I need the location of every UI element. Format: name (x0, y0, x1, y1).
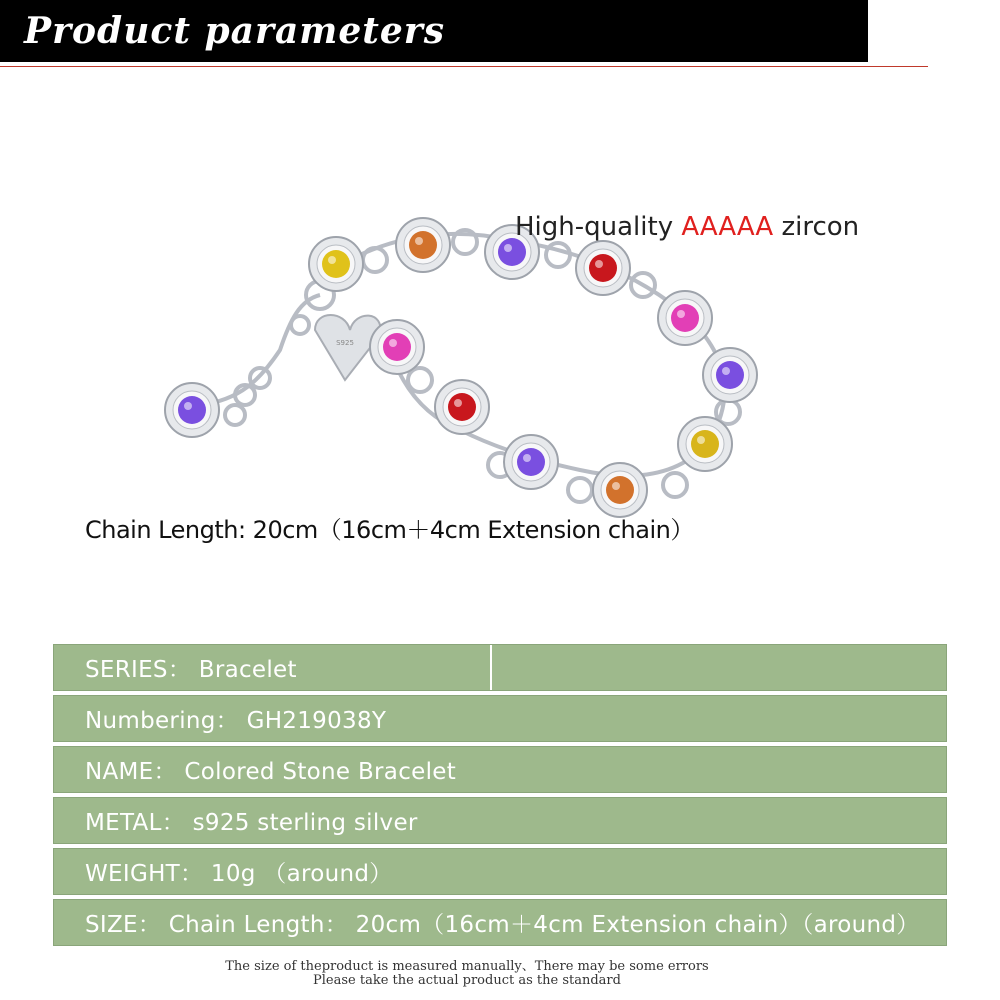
spec-weight: WEIGHT： 10g （around） (85, 861, 393, 887)
spec-size: SIZE： Chain Length： 20cm（16cm＋4cm Extension chain）（around） (85, 912, 920, 938)
spec-row-series (53, 644, 947, 691)
quality-grade: AAAAA (681, 212, 774, 242)
spec-numbering: Numbering： GH219038Y (85, 708, 387, 734)
quality-prefix: High-quality (515, 212, 682, 242)
stone-setting (370, 320, 424, 374)
spec-row-divider (490, 645, 492, 690)
spec-row-metal (53, 797, 947, 844)
stone-setting (593, 463, 647, 517)
stone-setting (576, 241, 630, 295)
spec-row-numbering (53, 695, 947, 742)
page-title: Product parameters (24, 10, 446, 52)
stone-setting (678, 417, 732, 471)
stone-setting (396, 218, 450, 272)
stone-setting (504, 435, 558, 489)
quality-suffix: zircon (773, 212, 860, 242)
stone-setting (165, 383, 219, 437)
stone-setting (703, 348, 757, 402)
spec-row-name (53, 746, 947, 793)
header-divider (0, 66, 928, 67)
stone-setting (435, 380, 489, 434)
spec-row-weight (53, 848, 947, 895)
spec-table (53, 644, 947, 950)
quality-callout (515, 212, 859, 242)
stone-setting (309, 237, 363, 291)
spec-name: NAME： Colored Stone Bracelet (85, 759, 457, 785)
bracelet-chain (200, 230, 740, 502)
footnote-line-1: The size of theproduct is measured manually、There may be some errors (225, 959, 709, 974)
stone-settings (165, 218, 757, 517)
spec-metal: METAL： s925 sterling silver (85, 810, 418, 836)
stone-setting (658, 291, 712, 345)
spec-series: SERIES： Bracelet (85, 657, 297, 683)
spec-row-size (53, 899, 947, 946)
chain-length-callout: Chain Length: 20cm（16cm＋4cm Extension chain） (85, 516, 694, 544)
header-bar (0, 0, 868, 62)
footnote-line-2: Please take the actual product as the standard (313, 973, 621, 988)
clasp-engraving: S925 (336, 339, 354, 347)
bracelet-product-image (140, 200, 800, 530)
